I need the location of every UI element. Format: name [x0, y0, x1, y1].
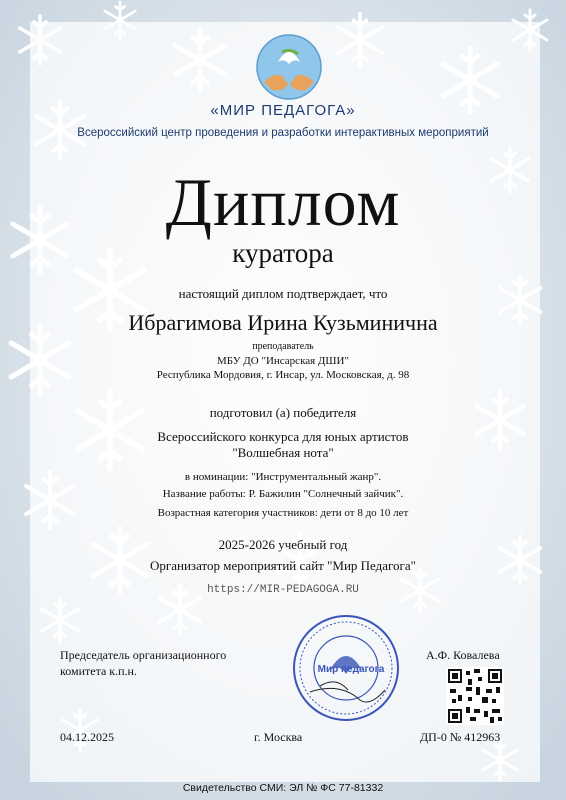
prepared-line: подготовил (а) победителя: [209, 405, 357, 420]
diploma-subtitle: куратора: [232, 238, 334, 268]
nomination: в номинации: "Инструментальный жанр".: [184, 471, 382, 483]
org-name: «МИР ПЕДАГОГА»: [210, 102, 356, 119]
contest-title: "Волшебная нота": [232, 445, 334, 460]
work-title: Название работы: Р. Бажилин "Солнечный зайчик".: [162, 488, 404, 500]
chair-title-line2: комитета к.п.н.: [60, 664, 137, 678]
position: преподаватель: [252, 341, 314, 352]
qr-code[interactable]: [446, 667, 504, 725]
organizer: Организатор мероприятий сайт "Мир Педагога": [150, 558, 416, 573]
issue-date: 04.12.2025: [60, 730, 114, 744]
confirm-line: настоящий диплом подтверждает, что: [178, 286, 388, 301]
academic-year: 2025-2026 учебный год: [218, 537, 348, 552]
signer-name: А.Ф. Ковалева: [426, 648, 500, 662]
issue-city: г. Москва: [254, 730, 303, 744]
chair-title-line1: Председатель организационного: [60, 648, 227, 662]
institution: МБУ ДО "Инсарская ДШИ": [217, 355, 349, 367]
org-subtitle: Всероссийский центр проведения и разработки интерактивных мероприятий: [77, 127, 489, 139]
media-certificate: Свидетельство СМИ: ЭЛ № ФС 77-81332: [182, 782, 384, 794]
document-number: ДП-0 № 412963: [420, 730, 501, 744]
address: Республика Мордовия, г. Инсар, ул. Московская, д. 98: [156, 369, 410, 381]
recipient-name: Ибрагимова Ирина Кузьминична: [128, 310, 438, 335]
globe-hands-logo: [254, 32, 324, 102]
age-category: Возрастная категория участников: дети от 8 до 10 лет: [157, 507, 409, 519]
stamp-text: Мир педагога: [317, 664, 385, 675]
website-link[interactable]: https://MIR-PEDAGOGA.RU: [207, 584, 359, 596]
diploma-title: Диплом: [165, 164, 401, 240]
contest-name: Всероссийского конкурса для юных артистов: [157, 429, 409, 444]
